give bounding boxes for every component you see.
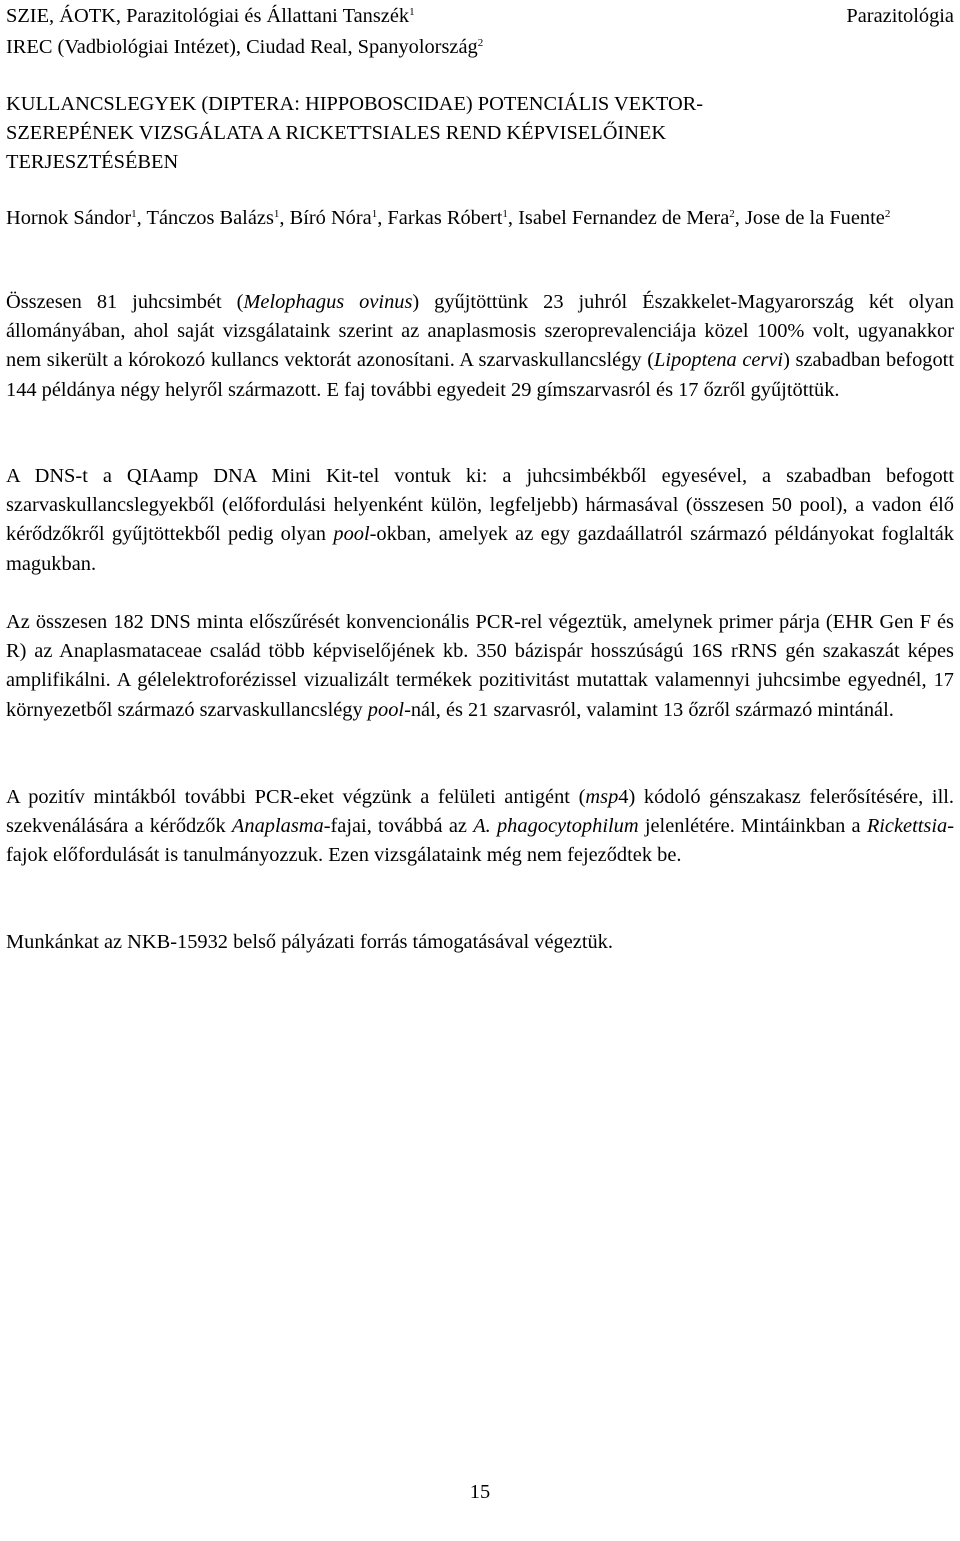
- paragraph-3: Az összesen 182 DNS minta előszűrését konvencionális PCR-rel végeztük, amelynek primer párja (EHR Gen F és R) az Anaplasmataceae család több képviselőjének kb. 350 bázispár hosszúságú 16S rRNS gén szakaszát képes amplifikálni. A gélelektroforézissel vizualizált termékek pozitivitást mutattak valamennyi juhcsimbe egyednél, 17 környezetből származó szarvaskullancslégy pool-nál, és 21 szarvasról, valamint 13 őzről származó mintánál.: [6, 611, 954, 721]
- affiliation-1-marker: 1: [409, 6, 415, 18]
- page-number: 15: [469, 1481, 491, 1503]
- author-affiliation-marker: 1: [273, 208, 280, 220]
- author-affiliation-marker: 2: [729, 208, 735, 220]
- author-name: Hornok Sándor: [6, 207, 132, 229]
- section-label: Parazitológia: [846, 5, 954, 27]
- author-name: Bíró Nóra: [289, 207, 372, 229]
- paragraph-5: Munkánkat az NKB-15932 belső pályázati forrás támogatásával végeztük.: [6, 931, 613, 953]
- affiliation-2-marker: 2: [477, 37, 484, 49]
- page-header: [6, 2, 954, 64]
- paragraph-2: A DNS-t a QIAamp DNA Mini Kit-tel vontuk ki: a juhcsimbékből egyesével, a szabadban befogott szarvaskullancslegyekből (előfordulási helyenként külön, legfeljebb) hármasával (összesen 50 pool), a vadon élő kérődzőkről gyűjtöttekből pedig olyan pool-okban, amelyek az egy gazdaállatról származó példányokat foglalták magukban.: [6, 465, 954, 575]
- affiliation-1: SZIE, ÁOTK, Parazitológiai és Állattani Tanszék$^1$: [6, 5, 415, 27]
- author-affiliation-marker: 1: [371, 208, 378, 220]
- author-name: Isabel Fernandez de Mera: [518, 207, 730, 229]
- author-list: Hornok Sándor$^1$, Tánczos Balázs$^1$, Bíró Nóra$^1$, Farkas Róbert$^1$, Isabel Fernandez de Mera$^2$, Jose de la Fuente$^2$: [6, 207, 891, 229]
- author-affiliation-marker: 2: [884, 208, 891, 220]
- affiliation-2: IREC (Vadbiológiai Intézet), Ciudad Real, Spanyolország$^2$: [6, 36, 484, 58]
- author-name: Tánczos Balázs: [146, 207, 274, 229]
- paragraph-1: Összesen 81 juhcsimbét (Melophagus ovinus) gyűjtöttünk 23 juhról Északkelet-Magyarország két olyan állományában, ahol saját vizsgálataink szerint az anaplasmosis szeroprevalenciája közel 100% volt, ugyanakkor nem sikerült a kórokozó kullancs vektorát azonosítani. A szarvaskullancslégy (Lipoptena cervi) szabadban befogott 144 példánya négy helyről származott. E faj további egyedeit 29 gímszarvasról és 17 őzről gyűjtöttük.: [6, 291, 955, 401]
- author-affiliation-marker: 1: [131, 208, 137, 220]
- article-title: [6, 90, 954, 177]
- title-line-3: TERJESZTÉSÉBEN: [6, 151, 179, 173]
- author-name: Farkas Róbert: [387, 207, 503, 229]
- title-line-1: KULLANCSLEGYEK (DIPTERA: HIPPOBOSCIDAE) POTENCIÁLIS VEKTOR-: [6, 93, 704, 115]
- author-affiliation-marker: 1: [502, 208, 508, 220]
- paragraph-4: A pozitív mintákból további PCR-eket végzünk a felületi antigént (msp4) kódoló génszakasz felerősítésére, ill. szekvenálására a kérődzők Anaplasma-fajai, továbbá az A. phagocytophilum jelenlétére. Mintáinkban a Rickettsia-fajok előfordulását is tanulmányozzuk. Ezen vizsgálataink még nem fejeződtek be.: [6, 786, 955, 867]
- author-name: Jose de la Fuente: [744, 207, 885, 229]
- title-line-2: SZEREPÉNEK VIZSGÁLATA A RICKETTSIALES REND KÉPVISELŐINEK: [6, 122, 667, 144]
